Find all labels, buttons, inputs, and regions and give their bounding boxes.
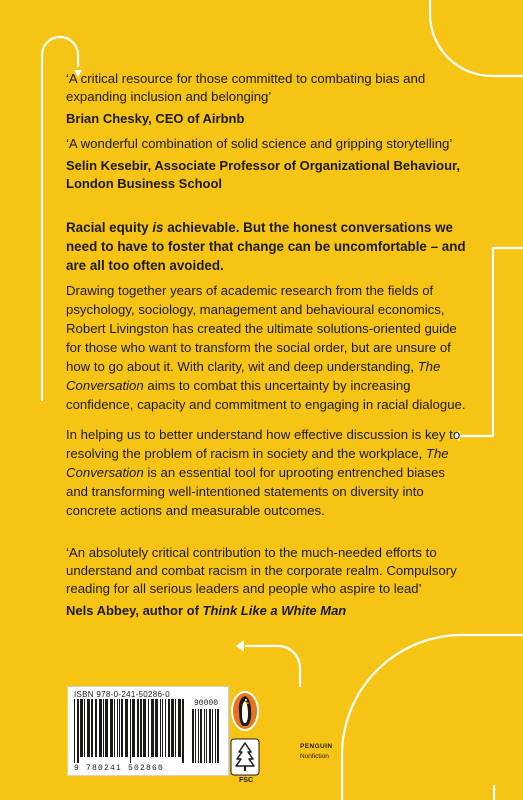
barcode-bar: [95, 699, 97, 757]
barcode-addon-bar: [198, 709, 199, 763]
publisher-name: PENGUIN: [300, 743, 333, 750]
barcode-bar: [121, 699, 123, 757]
barcode-bar: [143, 699, 146, 757]
barcode-bar: [137, 699, 139, 757]
barcode-bar: [178, 699, 181, 757]
barcode-bar: [87, 699, 90, 757]
barcode-bar: [155, 699, 158, 757]
attribution-book-title: Think Like a White Man: [202, 603, 347, 618]
barcode-bar: [91, 699, 93, 757]
barcode-bar: [110, 699, 113, 757]
barcode-addon-bar: [215, 709, 216, 763]
quote-brian-chesky: [66, 70, 466, 128]
barcode-bar: [105, 699, 108, 757]
barcode-bars: [72, 699, 222, 763]
book-category: Nonfiction: [300, 753, 329, 760]
book-title: The Conversation: [66, 359, 441, 393]
barcode-addon-bar: [195, 709, 196, 763]
barcode-bar: [140, 699, 142, 757]
paragraph-text: [66, 425, 466, 520]
barcode: [67, 686, 229, 776]
barcode-addon-bar: [209, 709, 211, 763]
barcode-bar: [182, 699, 184, 763]
quote-selin-kesebir: [66, 135, 466, 193]
barcode-bar: [74, 699, 75, 763]
lead-emphasis: is: [152, 220, 164, 235]
quote-attribution: Selin Kesebir, Associate Professor of Organizational Behaviour, London Business School: [66, 158, 460, 191]
barcode-bar: [165, 699, 166, 757]
quote-text: ‘A critical resource for those committed to combating bias and expanding inclusion and belonging’: [66, 71, 426, 104]
barcode-bar: [171, 699, 174, 757]
barcode-addon-bar: [204, 709, 205, 763]
fsc-label: FSC: [239, 777, 253, 784]
paragraph-part2: aims to combat this uncertainty by increasing confidence, capacity and commitment to engaging in racial dialogue.: [66, 378, 466, 412]
paragraph-part1: Drawing together years of academic research from the fields of psychology, sociology, management and behavioural economics, Robert Livingston has created the ultimate solutions-oriented guide for those who want to transform the social order, but are unsure of how to go about it. With clarity, wit and deep understanding,: [66, 283, 457, 374]
quote-attribution: Brian Chesky, CEO of Airbnb: [66, 111, 245, 126]
barcode-bar: [80, 699, 83, 757]
barcode-addon-bar: [200, 709, 202, 763]
quote-nels-abbey: [66, 544, 466, 620]
barcode-addon-bar: [217, 709, 219, 763]
barcode-bar: [130, 699, 131, 763]
lead-paragraph: [66, 218, 466, 275]
description-paragraph-1: [66, 281, 466, 414]
lead-part1: Racial equity: [66, 220, 153, 235]
attribution-prefix: Nels Abbey, author of: [66, 603, 203, 618]
paragraph-part1: In helping us to better understand how effective discussion is key to resolving the problem of racism in society and the workplace,: [66, 427, 461, 461]
barcode-bar: [117, 699, 118, 757]
barcode-bar: [151, 699, 154, 757]
penguin-logo-icon: [230, 690, 260, 732]
book-title: The Conversation: [66, 446, 449, 480]
barcode-bar: [114, 699, 115, 757]
paragraph-part2: is an essential tool for uprooting entrenched biases and transforming well-intentioned statements on diversity into concrete actions and measurable outcomes.: [66, 465, 446, 518]
quote-text: ‘A wonderful combination of solid science and gripping storytelling’: [66, 136, 453, 151]
barcode-addon-bar: [206, 709, 207, 763]
barcode-bar: [77, 699, 79, 763]
paragraph-text: [66, 281, 466, 414]
barcode-addon: 90000: [194, 699, 219, 708]
barcode-bar: [168, 699, 170, 757]
description-paragraph-2: [66, 425, 466, 520]
barcode-bar: [125, 699, 128, 757]
barcode-bar: [162, 699, 163, 757]
barcode-bar: [119, 699, 120, 757]
barcode-bar: [84, 699, 85, 757]
fsc-tree-logo-icon: [230, 738, 260, 776]
quote-attribution: [66, 602, 466, 620]
lead-part2: achievable. But the honest conversations we need to have to foster that change can be uncomfortable – and are all too often avoided.: [66, 220, 466, 273]
barcode-bar: [160, 699, 161, 757]
barcode-addon-bar: [212, 709, 213, 763]
barcode-bar: [148, 699, 149, 757]
quote-text: ‘An absolutely critical contribution to the much-needed efforts to understand and combat racism in the corporate realm. Compulsory reading for all serious leaders and people who aspire to lead’: [66, 545, 457, 596]
lead-text: [66, 218, 466, 275]
isbn-number: ISBN 978-0-241-50286-0: [74, 690, 170, 699]
barcode-bar: [99, 699, 102, 757]
barcode-addon-bar: [192, 709, 194, 763]
ean-number: 9 780241 502860: [74, 764, 165, 773]
barcode-bar: [103, 699, 104, 757]
barcode-bar: [175, 699, 176, 757]
barcode-bar: [132, 699, 135, 757]
